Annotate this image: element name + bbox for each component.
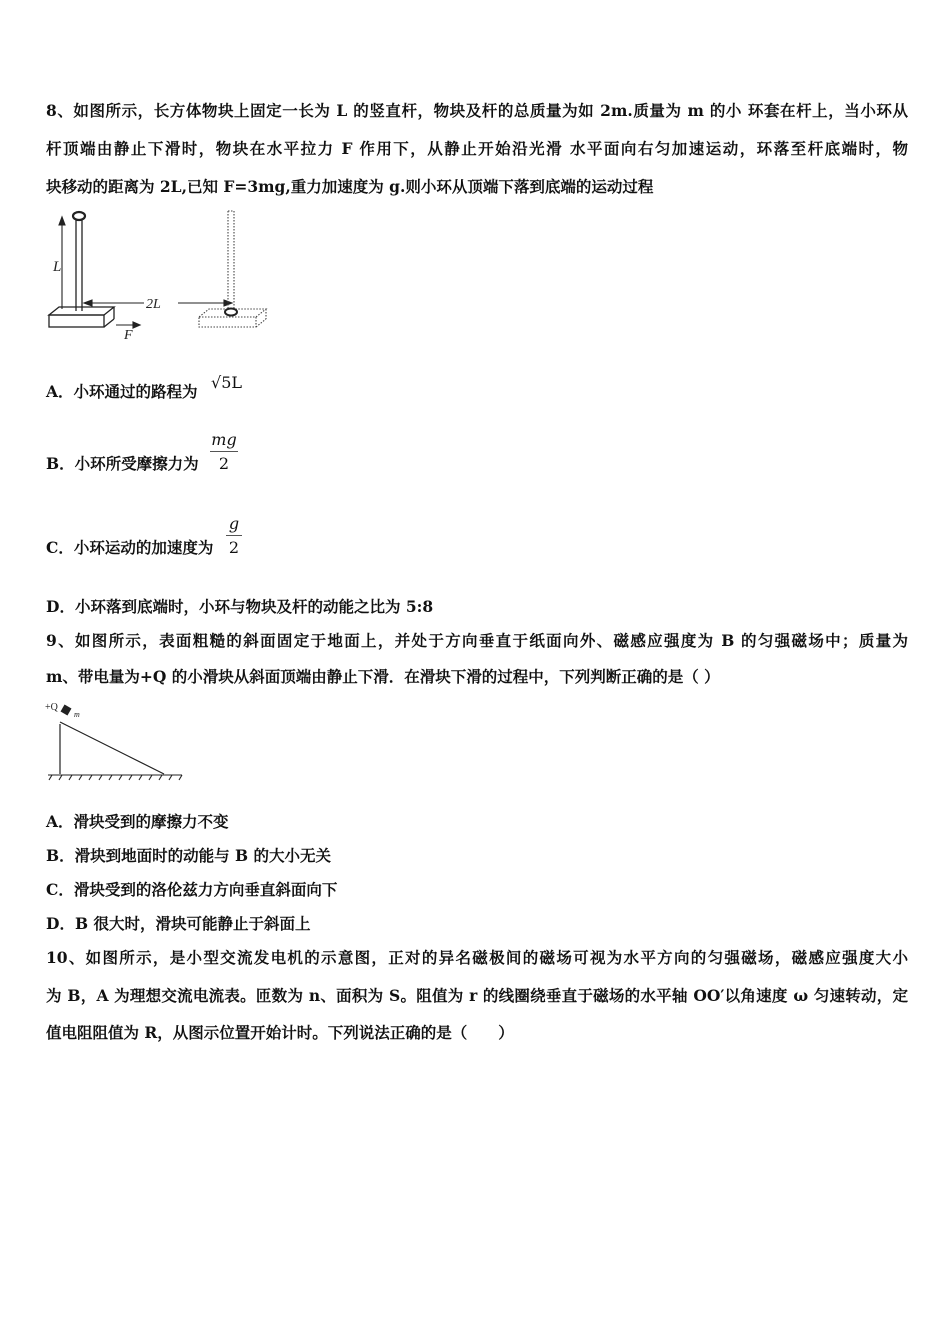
- q8-option-a-math: √5L: [211, 373, 242, 392]
- q8-option-c-fraction: [226, 514, 242, 557]
- q8-left-pole: [73, 212, 85, 311]
- q8-stem-line-2: 杆顶端由静止下滑时，物块在水平拉力 F 作用下，从静止开始沿光滑 水平面向右匀加速运动，环落至杆底端时，物: [46, 139, 908, 158]
- q8-option-c: [46, 538, 213, 558]
- q9-option-d: D．B 很大时，滑块可能静止于斜面上: [46, 914, 311, 933]
- q9-label-mass: m: [74, 710, 80, 719]
- q9-option-b: B．滑块到地面时的动能与 B 的大小无关: [46, 846, 331, 865]
- q8-option-a-text: A．小环通过的路程为: [46, 382, 198, 401]
- q8-option-b: [46, 454, 199, 474]
- q8-figure: [44, 205, 274, 345]
- q8-right-pole: [228, 211, 234, 311]
- q10-stem-line-2: 为 B，A 为理想交流电流表。匝数为 n、面积为 S。阻值为 r 的线圈绕垂直于磁场的水平轴 OO′以角速度 ω 匀速转动，定: [46, 986, 908, 1005]
- q8-label-2L: 2L: [146, 297, 161, 312]
- q9-option-c: C．滑块受到的洛伦兹力方向垂直斜面向下: [46, 880, 338, 899]
- q10-stem-line-1: 10、如图所示，是小型交流发电机的示意图，正对的异名磁极间的磁场可视为水平方向的匀强磁场，磁感应强度大小: [46, 948, 908, 967]
- q9-slider-block: [61, 705, 72, 716]
- q8-option-c-text: C．小环运动的加速度为: [46, 538, 214, 557]
- q8-option-b-numerator: mg: [211, 430, 237, 449]
- q10-stem-line-3: 值电阻阻值为 R，从图示位置开始计时。下列说法正确的是（ ）: [46, 1023, 514, 1042]
- q9-incline: [60, 722, 164, 774]
- q8-stem-line-3: 块移动的距离为 2L,已知 F=3mg,重力加速度为 g.则小环从顶端下落到底端的运动过程: [46, 177, 654, 196]
- q9-ground: [48, 775, 182, 780]
- q8-option-a: [46, 382, 198, 402]
- q8-option-b-fraction: [210, 430, 238, 473]
- q9-label-charge: +Q: [45, 702, 58, 713]
- q8-option-d: D．小环落到底端时，小环与物块及杆的动能之比为 5:8: [46, 597, 434, 616]
- q9-stem-line-2: m、带电量为+Q 的小滑块从斜面顶端由静止下滑．在滑块下滑的过程中，下列判断正确的是（ ）: [46, 667, 720, 686]
- q8-option-c-denominator: 2: [228, 538, 240, 557]
- q8-option-b-text: B．小环所受摩擦力为: [46, 454, 199, 473]
- q8-option-c-numerator: g: [228, 514, 240, 533]
- q9-figure: [44, 700, 189, 785]
- q8-ring: [225, 309, 237, 316]
- q8-stem-line-1: 8、如图所示，长方体物块上固定一长为 L 的竖直杆，物块及杆的总质量为如 2m.质量为 m 的小 环套在杆上，当小环从: [46, 101, 909, 120]
- q8-label-F: F: [124, 328, 133, 343]
- q9-stem-line-1: 9、如图所示，表面粗糙的斜面固定于地面上，并处于方向垂直于纸面向外、磁感应强度为 B 的匀强磁场中；质量为: [46, 631, 908, 650]
- q8-label-L: L: [53, 259, 62, 275]
- q9-option-a: A．滑块受到的摩擦力不变: [46, 812, 229, 831]
- q8-option-b-denominator: 2: [218, 454, 230, 473]
